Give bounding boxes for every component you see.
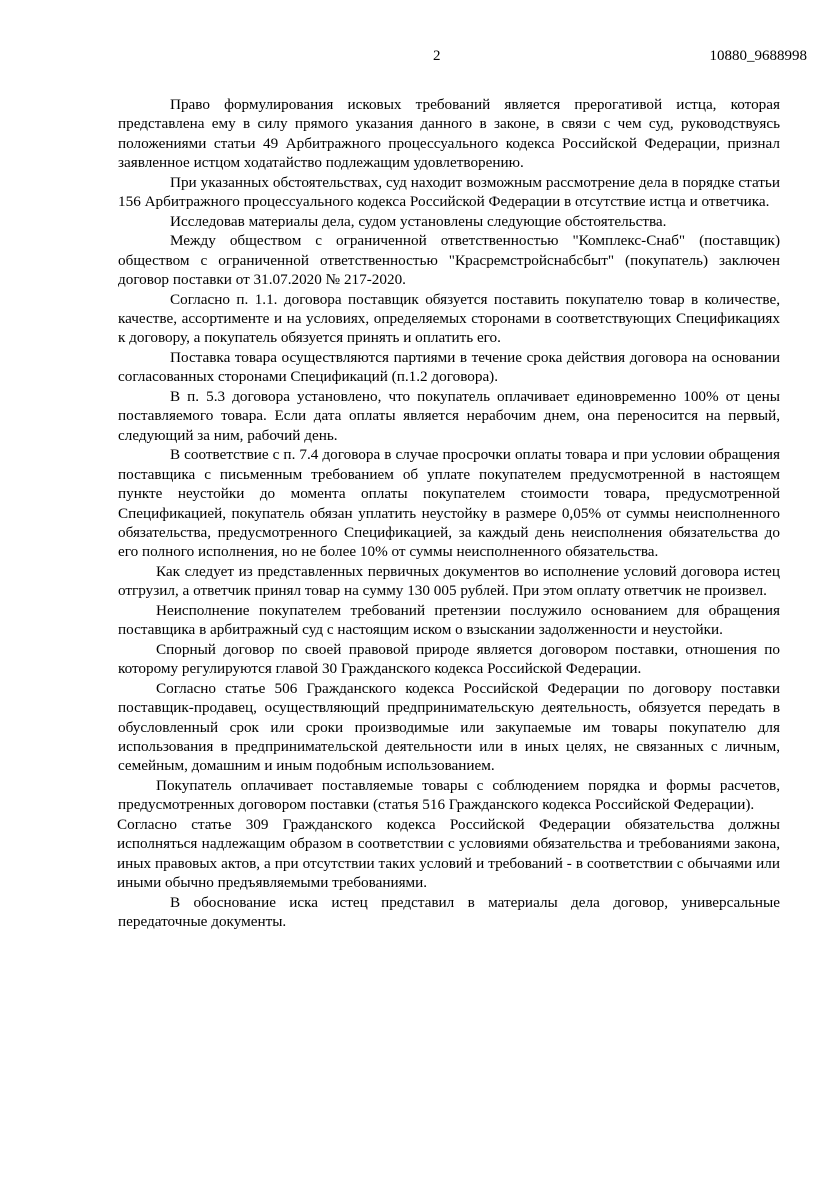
paragraph-circumstances-intro: Исследовав материалы дела, судом установлены следующие обстоятельства.	[170, 212, 667, 230]
paragraph-contract-parties: Между обществом с ограниченной ответственностью "Комплекс-Снаб" (поставщик) обществом с ограниченной ответственностью "Красремстройснабсбыт" (покупатель) заключен договор поставки от 31.07.2020 № 217-2020.	[118, 232, 780, 289]
paragraph-article-506: Согласно статье 506 Гражданского кодекса Российской Федерации по договору поставки поставщик-продавец, осуществляющий предпринимательскую деятельность, обязуется передать в обусловленный срок или сроки производимые или закупаемые им товары покупателю для использования в предпринимательской деятельности или в иных целях, не связанных с личным, семейным, домашним и иным подобным использованием.	[118, 679, 780, 775]
paragraph-hearing-absence: При указанных обстоятельствах, суд находит возможным рассмотрение дела в порядке статьи 156 Арбитражного процессуального кодекса Российской Федерации в отсутствие истца и ответчика.	[118, 173, 780, 211]
document-id: 10880_9688998	[709, 48, 807, 64]
paragraph-contract-nature: Спорный договор по своей правовой природе является договором поставки, отношения по которому регулируются главой 30 Гражданского кодекса Российской Федерации.	[118, 640, 780, 678]
paragraph-goods-shipped: Как следует из представленных первичных документов во исполнение условий договора истец отгрузил, а ответчик принял товар на сумму 130 005 рублей. При этом оплату ответчик не произвел.	[118, 562, 780, 600]
page-number: 2	[433, 48, 441, 64]
paragraph-clause-7-4: В соответствие с п. 7.4 договора в случае просрочки оплаты товара и при условии обращения поставщика с письменным требованием об уплате покупателем предусмотренной в настоящем пункте неустойки до момента оплаты покупателем стоимости товара, предусмотренной Спецификацией, покупатель обязан уплатить неустойку в размере 0,05% от суммы неисполненного обязательства, предусмотренного Спецификацией, за каждый день неисполнения обязательства до его полного исполнения, но не более 10% от суммы неисполненного обязательства.	[118, 446, 780, 561]
paragraph-clause-1-2: Поставка товара осуществляются партиями в течение срока действия договора на основании согласованных сторонами Спецификаций (п.1.2 договора).	[118, 348, 780, 386]
paragraph-article-516: Покупатель оплачивает поставляемые товары с соблюдением порядка и формы расчетов, предусмотренных договором поставки (статья 516 Гражданского кодекса Российской Федерации).	[118, 776, 780, 814]
paragraph-article-309: Согласно статье 309 Гражданского кодекса Российской Федерации обязательства должны исполняться надлежащим образом в соответствии с условиями обязательства и требованиями закона, иных правовых актов, а при отсутствии таких условий и требований - в соответствии с обычаями или иными обычно предъявляемыми требованиями.	[117, 815, 780, 892]
paragraph-claim-basis: Неисполнение покупателем требований претензии послужило основанием для обращения поставщика в арбитражный суд с настоящим иском о взыскании задолженности и неустойки.	[118, 601, 780, 639]
paragraph-claims-prerogative: Право формулирования исковых требований является прерогативой истца, которая представлена ему в силу прямого указания данного в законе, в связи с чем суд, руководствуясь положениями статьи 49 Арбитражного процессуального кодекса Российской Федерации, признал заявленное истцом ходатайство подлежащим удовлетворению.	[118, 96, 780, 172]
paragraph-clause-1-1: Согласно п. 1.1. договора поставщик обязуется поставить покупателю товар в количестве, качестве, ассортименте и на условиях, определяемых сторонами в соответствующих Спецификациях к договору, а покупатель обязуется принять и оплатить его.	[118, 290, 780, 347]
document-body	[118, 95, 780, 931]
paragraph-evidence: В обоснование иска истец представил в материалы дела договор, универсальные передаточные документы.	[118, 893, 780, 931]
paragraph-clause-5-3: В п. 5.3 договора установлено, что покупатель оплачивает единовременно 100% от цены поставляемого товара. Если дата оплаты является нерабочим днем, она переносится на первый, следующий за ним, рабочий день.	[118, 387, 780, 444]
